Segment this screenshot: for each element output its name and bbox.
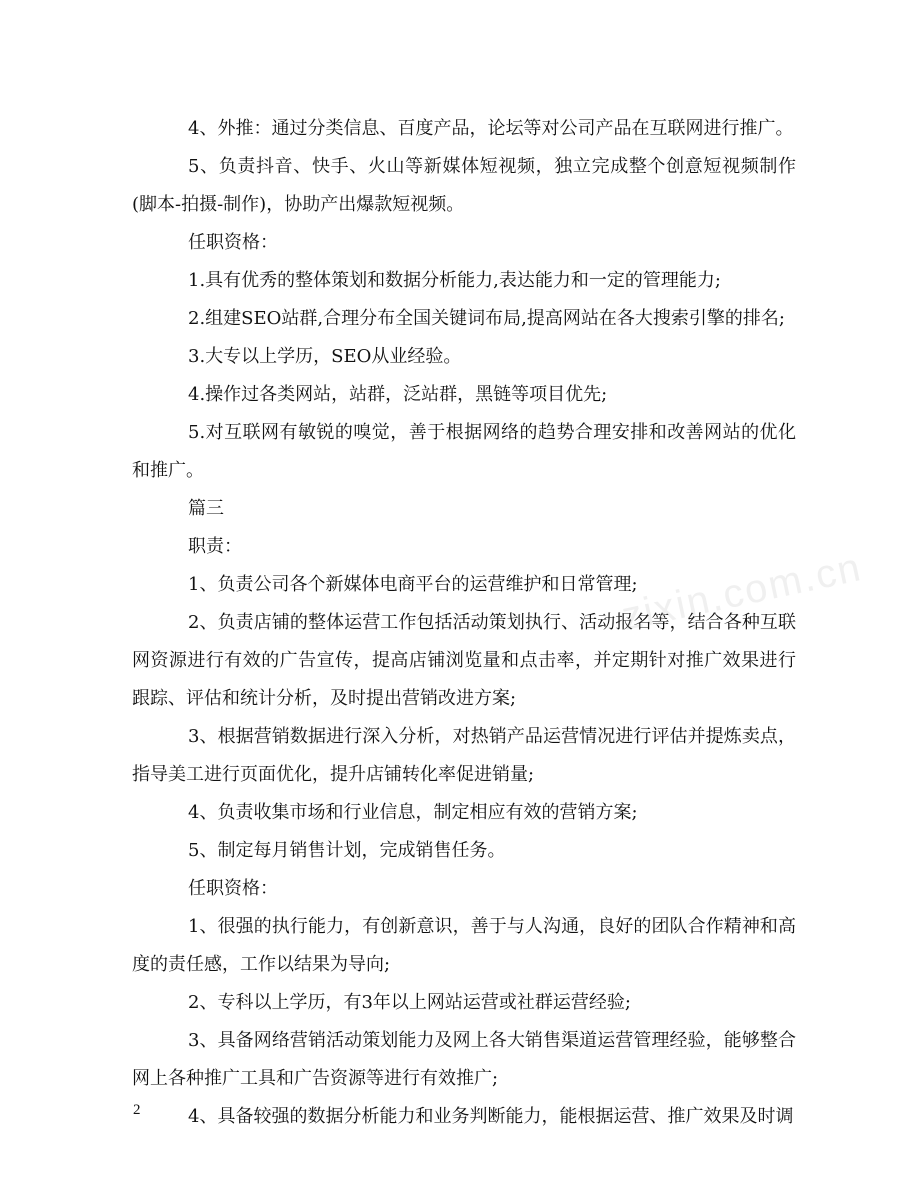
paragraph: 3、具备网络营销活动策划能力及网上各大销售渠道运营管理经验，能够整合网上各种推广工具和广告资源等进行有效推广; <box>132 1030 796 1089</box>
paragraph: 2.组建SEO站群,合理分布全国关键词布局,提高网站在各大搜索引擎的排名; <box>188 308 785 329</box>
section-heading: 篇三 <box>188 498 224 519</box>
paragraph: 4.操作过各类网站，站群，泛站群，黑链等项目优先; <box>188 384 608 405</box>
paragraph: 4、具备较强的数据分析能力和业务判断能力，能根据运营、推广效果及时调 <box>188 1106 794 1127</box>
document-body <box>132 110 796 1136</box>
paragraph: 1、很强的执行能力，有创新意识，善于与人沟通，良好的团队合作精神和高度的责任感，工作以结果为导向; <box>132 916 796 975</box>
paragraph: 5、制定每月销售计划，完成销售任务。 <box>188 840 506 861</box>
section-heading: 职责： <box>188 536 242 557</box>
paragraph: 3、根据营销数据进行深入分析，对热销产品运营情况进行评估并提炼卖点，指导美工进行页面优化，提升店铺转化率促进销量; <box>132 726 796 785</box>
paragraph: 3.大专以上学历，SEO从业经验。 <box>188 346 462 367</box>
paragraph: 4、负责收集市场和行业信息，制定相应有效的营销方案; <box>188 802 638 823</box>
section-heading: 任职资格： <box>188 232 278 253</box>
paragraph: 5、负责抖音、快手、火山等新媒体短视频，独立完成整个创意短视频制作(脚本-拍摄-制作)，协助产出爆款短视频。 <box>132 156 796 215</box>
paragraph: 2、专科以上学历，有3年以上网站运营或社群运营经验; <box>188 992 631 1013</box>
paragraph: 4、外推：通过分类信息、百度产品，论坛等对公司产品在互联网进行推广。 <box>188 118 794 139</box>
paragraph: 1.具有优秀的整体策划和数据分析能力,表达能力和一定的管理能力; <box>188 270 721 291</box>
paragraph: 2、负责店铺的整体运营工作包括活动策划执行、活动报名等，结合各种互联网资源进行有效的广告宣传，提高店铺浏览量和点击率，并定期针对推广效果进行跟踪、评估和统计分析，及时提出营销改进方案; <box>132 612 796 709</box>
watermark-text: zixin.com.cn <box>617 545 866 639</box>
paragraph: 1、负责公司各个新媒体电商平台的运营维护和日常管理; <box>188 574 638 595</box>
page-number: 2 <box>133 1102 141 1118</box>
paragraph: 5.对互联网有敏锐的嗅觉，善于根据网络的趋势合理安排和改善网站的优化和推广。 <box>132 422 796 481</box>
section-heading: 任职资格： <box>188 878 278 899</box>
